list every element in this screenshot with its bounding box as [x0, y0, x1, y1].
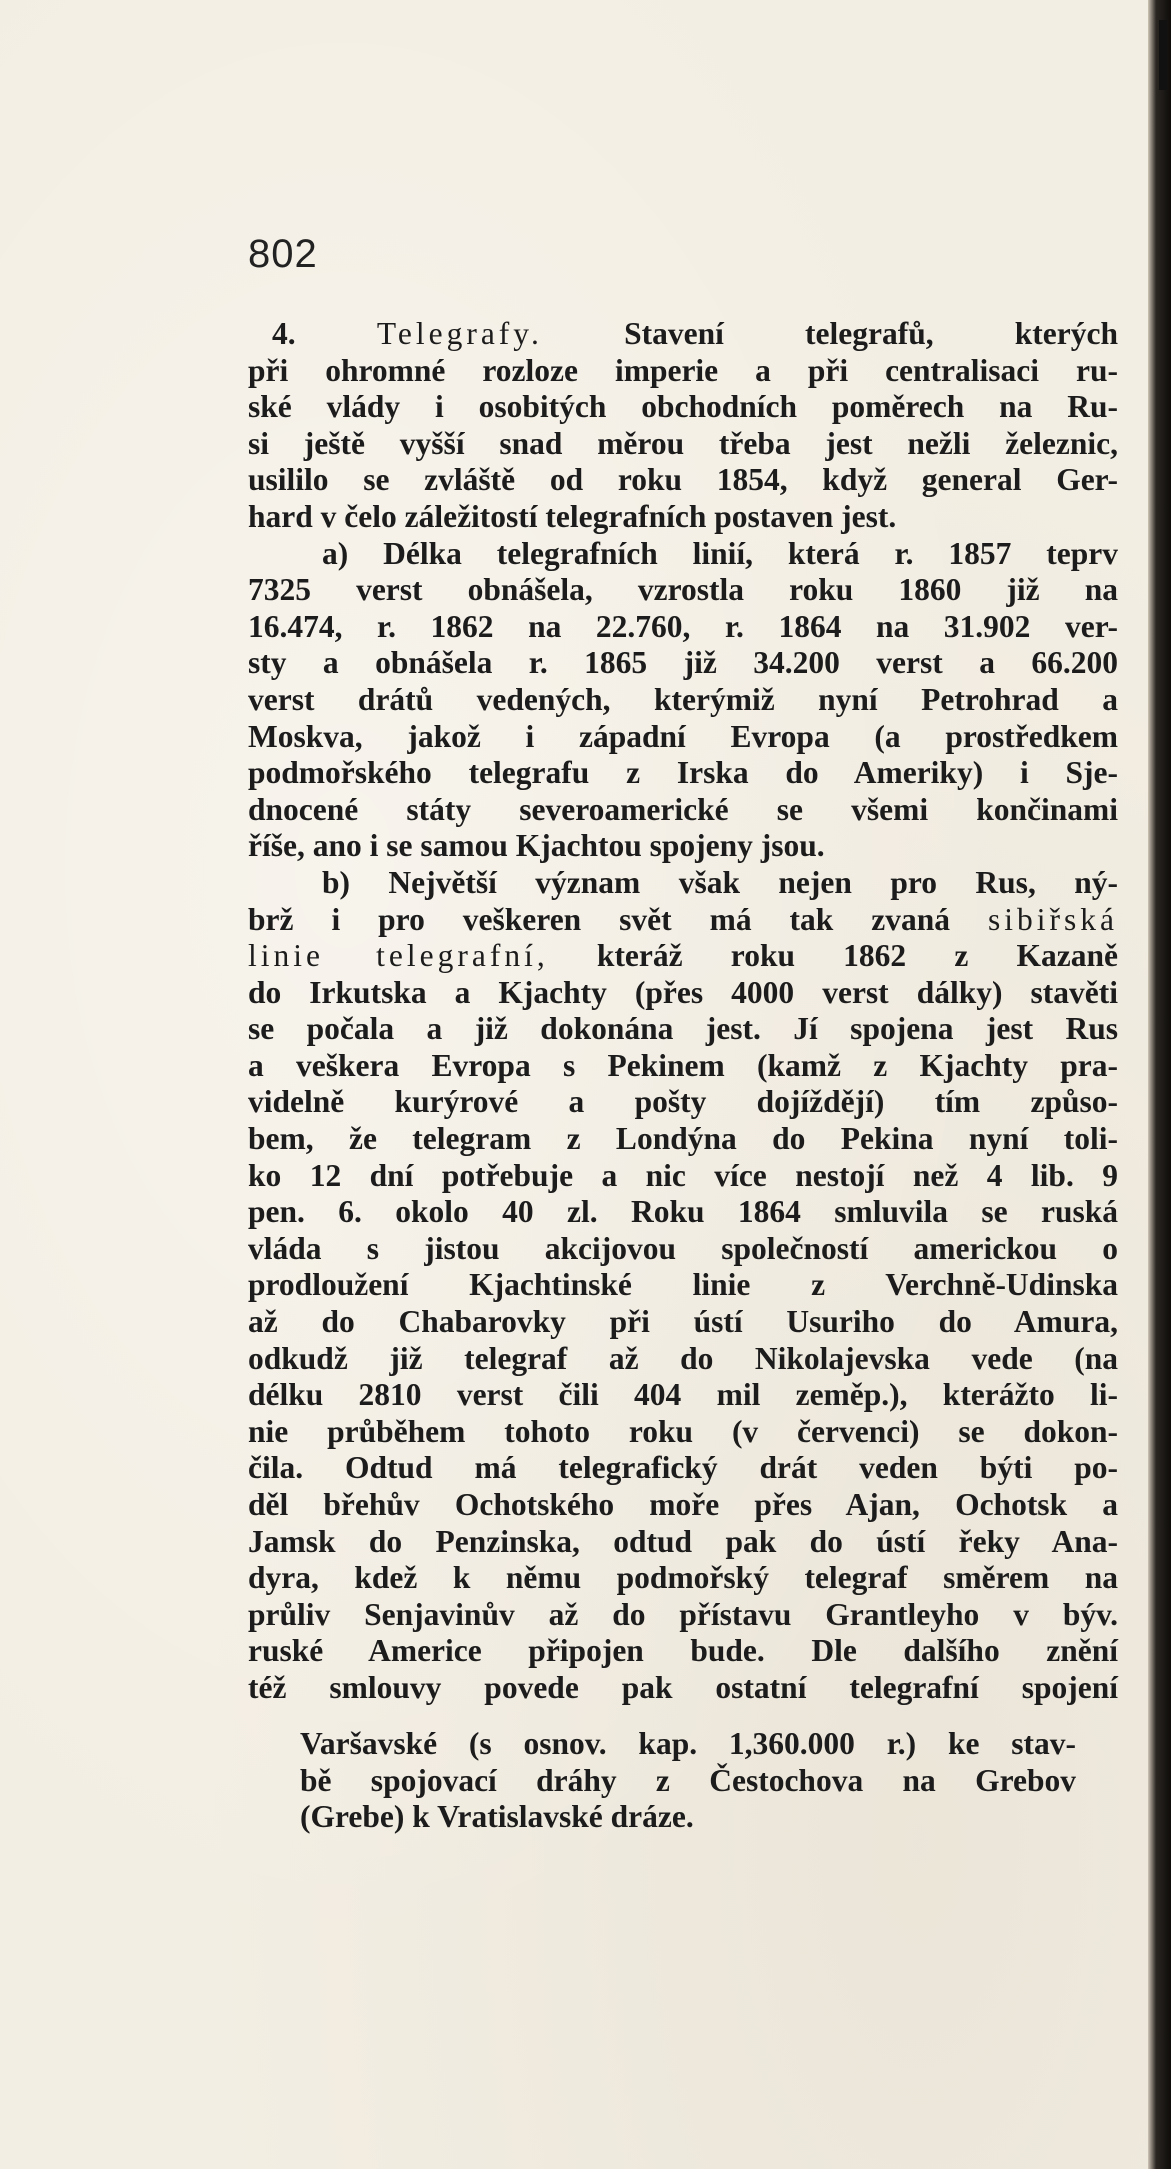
footnote-line: (Grebe) k Vratislavské dráze.: [300, 1799, 694, 1835]
text-line: děl břehův Ochotského moře přes Ajan, Ochotsk a: [248, 1487, 1118, 1522]
text-line: se počala a již dokonána jest. Jí spojena jest Rus: [248, 1011, 1118, 1047]
footnote-line: Varšavské (s osnov. kap. 1,360.000 r.) ke stav-: [300, 1726, 1076, 1761]
text-line: hard v čelo záležitostí telegrafních postaven jest.: [248, 498, 897, 534]
main-text-column: [248, 316, 1118, 1707]
text-line: dnocené státy severoamerické se všemi končinami: [248, 791, 1118, 827]
text-line-linie: [248, 938, 1118, 975]
term-sibirska: sibiřská: [988, 901, 1119, 937]
text-line: bem, že telegram z Londýna do Pekina nyní toli-: [248, 1121, 1118, 1157]
text-line: odkudž již telegraf až do Nikolajevska vede (na: [248, 1340, 1118, 1376]
text-line: při ohromné rozloze imperie a při centralisaci ru-: [248, 352, 1118, 388]
text-line: ruské Americe připojen bude. Dle dalšího znění: [248, 1633, 1118, 1669]
text-line: prodloužení Kjachtinské linie z Verchně-Udinska: [248, 1267, 1118, 1303]
text-line: ské vlády i osobitých obchodních poměrech na Ru-: [248, 389, 1118, 425]
text-line: pen. 6. okolo 40 zl. Roku 1864 smluvila se ruská: [248, 1194, 1118, 1230]
text-line-sibirska: [248, 902, 1118, 939]
text-line: nie průběhem tohoto roku (v červenci) se dokon-: [248, 1413, 1118, 1449]
text-fragment: kteráž roku 1862 z Kazaně: [596, 938, 1119, 974]
text-line: délku 2810 verst čili 404 mil zeměp.), kterážto li-: [248, 1377, 1118, 1413]
text-line: 16.474, r. 1862 na 22.760, r. 1864 na 31.902 ver-: [248, 608, 1118, 644]
text-line: dyra, kdež k němu podmořský telegraf směrem na: [248, 1560, 1118, 1596]
page-number: 802: [248, 232, 318, 276]
text-line: 7325 verst obnášela, vzrostla roku 1860 již na: [248, 572, 1118, 608]
section-number: 4.: [272, 316, 296, 351]
text-line: si ještě vyšší snad měrou třeba jest nežli železnic,: [248, 425, 1118, 461]
text-line: Moskva, jakož i západní Evropa (a prostředkem: [248, 718, 1118, 754]
text-line: usililo se zvláště od roku 1854, když general Ger-: [248, 462, 1118, 498]
text-line: Stavení telegrafů, kterých: [624, 316, 1119, 351]
text-line: podmořského telegrafu z Irska do Ameriky) i Sje-: [248, 755, 1118, 791]
text-line: b) Největší význam však nejen pro Rus, ný-: [322, 864, 1118, 900]
text-line: sty a obnášela r. 1865 již 34.200 verst a 66.200: [248, 645, 1118, 681]
text-line: říše, ano i se samou Kjachtou spojeny jsou.: [248, 828, 825, 864]
text-line: též smlouvy povede pak ostatní telegrafní spojení: [248, 1669, 1118, 1705]
footnote: [300, 1726, 1076, 1836]
text-fragment: brž i pro veškeren svět má tak zvaná: [248, 901, 951, 937]
text-line: vláda s jistou akcijovou společností americkou o: [248, 1230, 1118, 1266]
section-title: Telegrafy.: [376, 316, 543, 351]
book-spine-edge: [1148, 0, 1171, 2169]
text-line: videlně kurýrové a pošty dojíždějí) tím způso-: [248, 1084, 1118, 1120]
term-linie-telegrafni: linie telegrafní,: [248, 938, 549, 974]
text-line: čila. Odtud má telegrafický drát veden býti po-: [248, 1450, 1118, 1486]
text-line: až do Chabarovky při ústí Usuriho do Amura,: [248, 1304, 1118, 1340]
text-line-heading: [248, 316, 1118, 353]
spine-mark: [1159, 20, 1167, 90]
text-line: ko 12 dní potřebuje a nic více nestojí než 4 lib. 9: [248, 1157, 1118, 1193]
text-line: a veškera Evropa s Pekinem (kamž z Kjachty pra-: [248, 1047, 1118, 1083]
text-line: Jamsk do Penzinska, odtud pak do ústí řeky Ana-: [248, 1523, 1118, 1559]
text-line: průliv Senjavinův až do přístavu Grantleyho v býv.: [248, 1596, 1118, 1632]
text-line: verst drátů vedených, kterýmiž nyní Petrohrad a: [248, 681, 1118, 717]
footnote-line: bě spojovací dráhy z Čestochova na Grebov: [300, 1762, 1076, 1798]
text-line: do Irkutska a Kjachty (přes 4000 verst dálky) stavěti: [248, 974, 1118, 1010]
text-line: a) Délka telegrafních linií, která r. 1857 teprv: [322, 535, 1118, 571]
